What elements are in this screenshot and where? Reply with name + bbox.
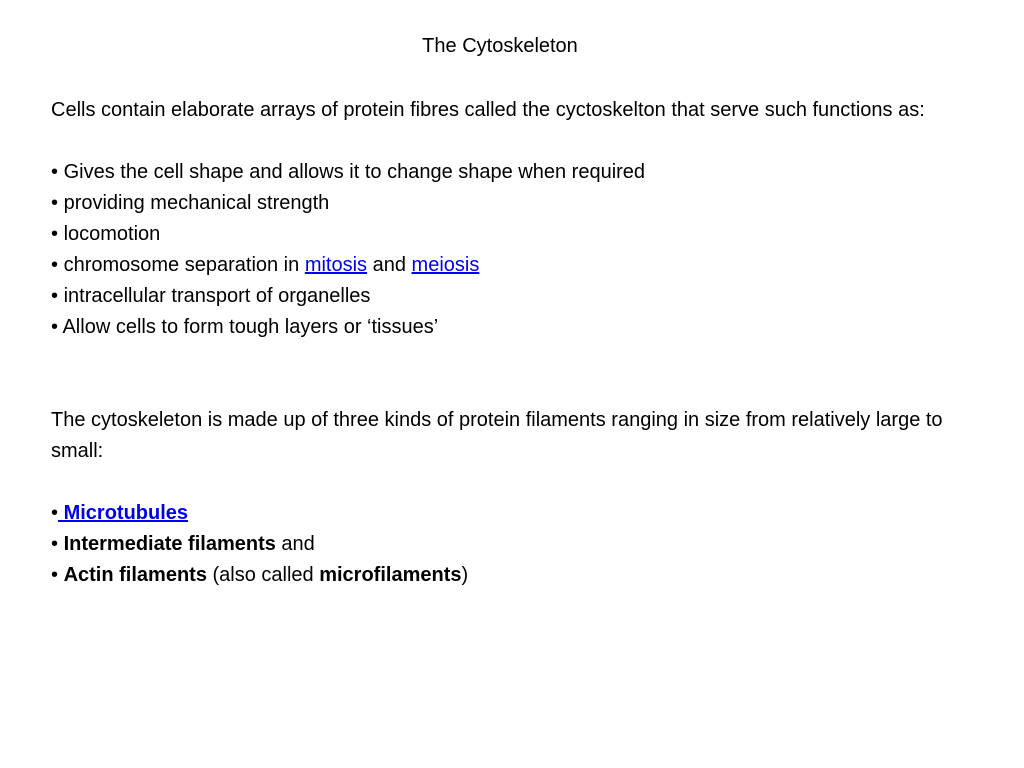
function-item-text: providing mechanical strength: [63, 192, 330, 214]
slide-content: [51, 95, 971, 591]
function-item-text: Gives the cell shape and allows it to change shape when required: [63, 161, 646, 183]
spacer: [51, 343, 971, 405]
bullet-marker: •: [51, 285, 59, 307]
function-item-3: [51, 219, 971, 250]
function-item-2: [51, 188, 971, 219]
function-item-text: intracellular transport of organelles: [63, 285, 371, 307]
filaments-intro-paragraph: The cytoskeleton is made up of three kinds of protein filaments ranging in size from relatively large to small:: [51, 409, 943, 462]
function-item-text: and: [367, 254, 412, 276]
bullet-marker: •: [51, 564, 59, 586]
mitosis-link[interactable]: mitosis: [304, 254, 368, 276]
bullet-marker: •: [51, 316, 59, 338]
filament-item-text: and: [275, 533, 315, 555]
function-item-text: locomotion: [63, 223, 161, 245]
filament-item-intermediate: [51, 529, 971, 560]
filament-item-text: (also called: [206, 564, 320, 586]
spacer: [51, 467, 971, 498]
function-item-text: Allow cells to form tough layers or ‘tissues’: [62, 316, 439, 338]
filament-item-microtubules: [51, 498, 971, 529]
function-item-4: [51, 250, 971, 281]
microtubules-link[interactable]: Microtubules: [58, 502, 189, 524]
filament-item-text: ): [461, 564, 469, 586]
function-item-text: chromosome separation in: [63, 254, 305, 276]
filament-item-actin: [51, 560, 971, 591]
slide-title: The Cytoskeleton: [422, 35, 578, 57]
actin-filaments-label: Actin filaments: [63, 564, 207, 586]
bullet-marker: •: [51, 223, 59, 245]
bullet-marker: •: [51, 192, 59, 214]
spacer: [51, 126, 971, 157]
microfilaments-label: microfilaments: [319, 564, 462, 586]
function-item-6: [51, 312, 971, 343]
intro-paragraph: Cells contain elaborate arrays of protein fibres called the cyctoskelton that serve such functions as:: [51, 99, 925, 121]
bullet-marker: •: [51, 161, 59, 183]
bullet-marker: •: [51, 533, 59, 555]
bullet-marker: •: [51, 254, 59, 276]
bullet-marker: •: [51, 502, 59, 524]
intermediate-filaments-label: Intermediate filaments: [63, 533, 276, 555]
meiosis-link[interactable]: meiosis: [411, 254, 480, 276]
function-item-5: [51, 281, 971, 312]
function-item-1: [51, 157, 971, 188]
